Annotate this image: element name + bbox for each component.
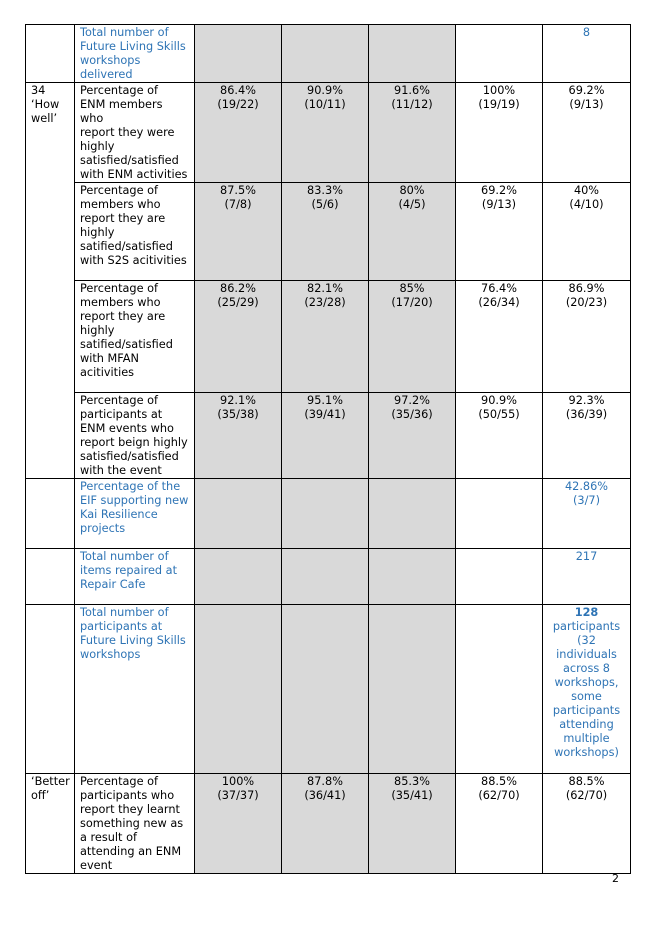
row-label [26,549,75,605]
value-cell [282,479,369,549]
table-row [26,25,631,83]
value-cell [282,25,369,83]
measure-cell: Percentage of the EIF supporting new Kai Resilience projects [75,479,195,549]
table-row [26,183,631,281]
participant-count: 128 [574,606,599,619]
measure-cell: Percentage of ENM members who report they were highly satisfied/satisfied with ENM activities [75,83,195,183]
value-cell [456,479,543,549]
value-cell: 82.1% (23/28) [282,281,369,393]
row-label [26,605,75,774]
value-cell: 86.9% (20/23) [543,281,631,393]
value-cell [456,25,543,83]
value-cell: 83.3% (5/6) [282,183,369,281]
row-label [26,25,75,83]
value-cell [456,605,543,774]
table-row [26,479,631,549]
value-cell: 100% (37/37) [195,774,282,874]
table-row [26,393,631,479]
table-row [26,774,631,874]
value-cell: 42.86% (3/7) [543,479,631,549]
value-cell [369,605,456,774]
value-cell: 69.2% (9/13) [543,83,631,183]
value-cell: 90.9% (50/55) [456,393,543,479]
value-cell: 87.5% (7/8) [195,183,282,281]
value-cell: 86.2% (25/29) [195,281,282,393]
page-number: 2 [612,872,619,885]
value-cell [195,549,282,605]
value-cell: 217 [543,549,631,605]
value-cell: 97.2% (35/36) [369,393,456,479]
table-row [26,605,631,774]
value-cell: 90.9% (10/11) [282,83,369,183]
value-cell: 95.1% (39/41) [282,393,369,479]
value-cell [543,605,631,774]
measure-cell: Total number of Future Living Skills workshops delivered [75,25,195,83]
value-cell: 92.1% (35/38) [195,393,282,479]
value-cell: 100% (19/19) [456,83,543,183]
value-cell [456,549,543,605]
measure-cell: Percentage of members who report they are highly satified/satisfied with S2S acitivities [75,183,195,281]
measure-cell: Percentage of members who report they are highly satified/satisfied with MFAN acitivities [75,281,195,393]
participant-note: participants (32 individuals across 8 workshops, some participants attending multiple workshops) [552,620,621,759]
value-cell: 91.6% (11/12) [369,83,456,183]
performance-table [25,24,631,874]
value-cell: 88.5% (62/70) [456,774,543,874]
row-label: 34 ‘How well’ [26,83,75,479]
value-cell [369,549,456,605]
row-label [26,479,75,549]
value-cell: 92.3% (36/39) [543,393,631,479]
value-cell [195,25,282,83]
table-row [26,549,631,605]
measure-cell: Total number of items repaired at Repair Cafe [75,549,195,605]
value-cell: 8 [543,25,631,83]
value-cell: 80% (4/5) [369,183,456,281]
value-cell: 88.5% (62/70) [543,774,631,874]
value-cell [282,605,369,774]
measure-cell: Percentage of participants at ENM events who report beign highly satisfied/satisfied with the event [75,393,195,479]
value-cell [282,549,369,605]
value-cell: 85.3% (35/41) [369,774,456,874]
value-cell: 87.8% (36/41) [282,774,369,874]
measure-cell: Percentage of participants who report they learnt something new as a result of attending an ENM event [75,774,195,874]
value-cell [195,605,282,774]
table-row [26,281,631,393]
table-row [26,83,631,183]
value-cell [369,479,456,549]
value-cell [369,25,456,83]
value-cell: 86.4% (19/22) [195,83,282,183]
row-label: ‘Better off’ [26,774,75,874]
value-cell: 76.4% (26/34) [456,281,543,393]
value-cell: 85% (17/20) [369,281,456,393]
value-cell: 69.2% (9/13) [456,183,543,281]
value-cell: 40% (4/10) [543,183,631,281]
measure-cell: Total number of participants at Future Living Skills workshops [75,605,195,774]
value-cell [195,479,282,549]
